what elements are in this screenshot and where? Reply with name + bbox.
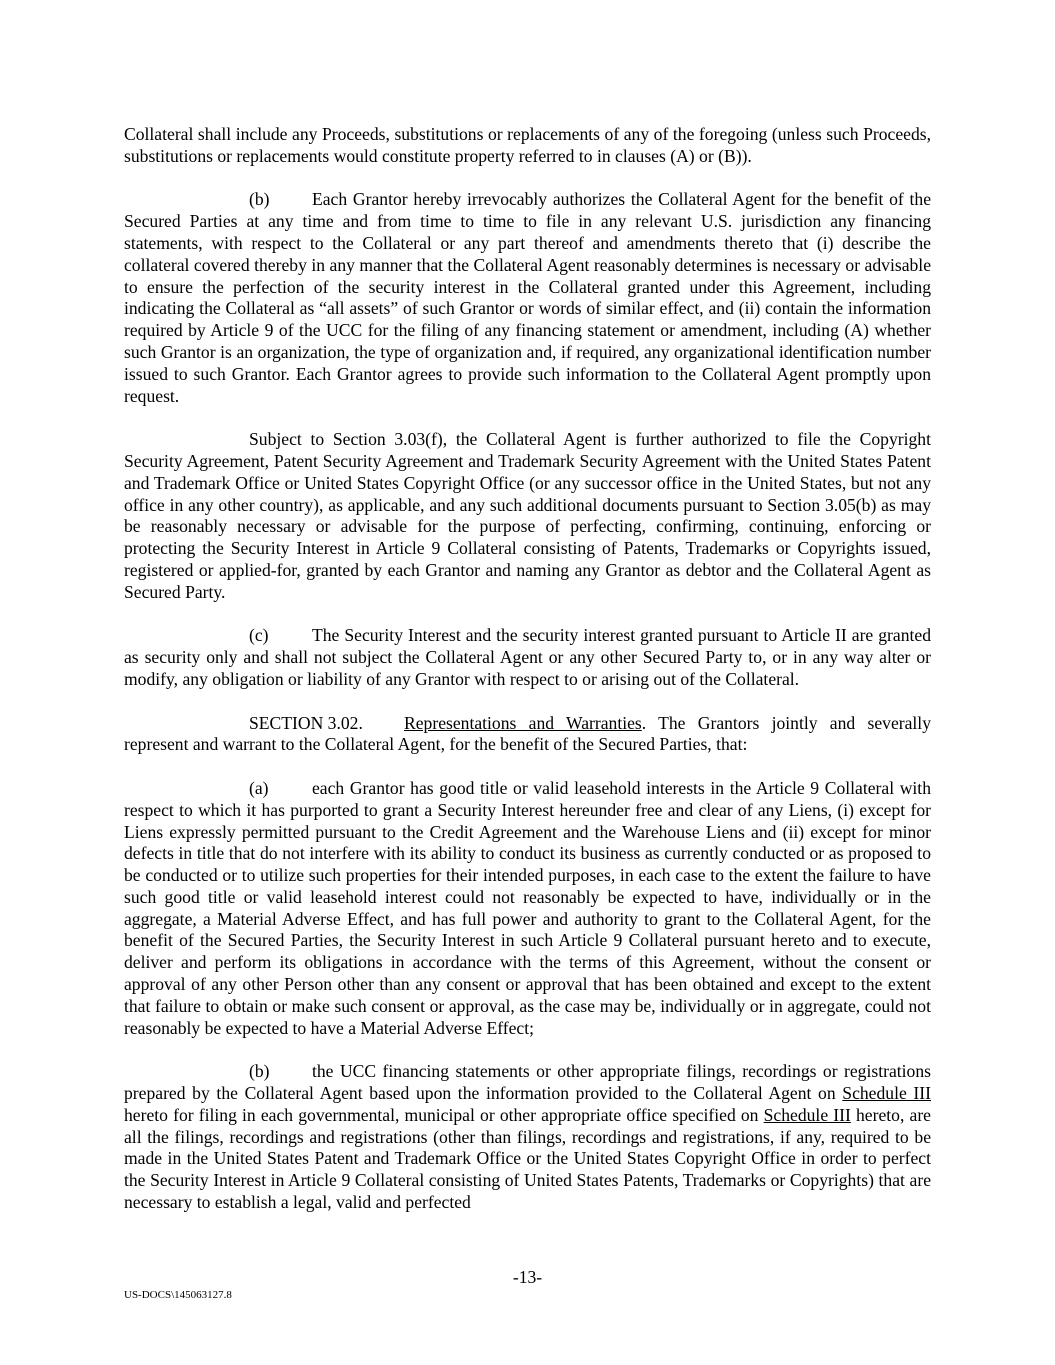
schedule-reference: Schedule III — [763, 1104, 851, 1125]
schedule-reference: Schedule III — [842, 1083, 931, 1104]
page-number: -13- — [512, 1267, 543, 1287]
document-body — [124, 124, 931, 1236]
clause-label: (a) — [249, 777, 269, 798]
section-number: SECTION 3.02. — [249, 712, 363, 733]
document-id: US-DOCS\145063127.8 — [124, 1289, 232, 1301]
paragraph-collateral-proceeds: Collateral shall include any Proceeds, substitutions or replacements of any of the foregoing (unless such Proceeds, substitutions or replacements would constitute property referred to in clauses (A) or (B)). — [124, 124, 931, 166]
section-3-02-heading: SECTION 3.02. Representations and Warranties. The Grantors jointly and severally represent and warrant to the Collateral Agent, for the benefit of the Secured Parties, that: — [124, 712, 931, 755]
clause-label: (b) — [249, 189, 270, 210]
section-title: Representations and Warranties — [404, 712, 642, 733]
clause-label: (b) — [249, 1061, 270, 1082]
paragraph-subject-to-section: Subject to Section 3.03(f), the Collateral Agent is further authorized to file the Copyright Security Agreement, Patent Security Agreement and Trademark Security Agreement with the United States Patent and Trademark Office or United States Copyright Office (or any successor office in the United States, but not any office in any other country), as applicable, and any such additional documents pursuant to Section 3.05(b) as may be reasonably necessary or advisable for the purpose of perfecting, confirming, continuing, enforcing or protecting the Security Interest in Article 9 Collateral consisting of Patents, Trademarks or Copyrights issued, registered or applied-for, granted by each Grantor and naming any Grantor as debtor and the Collateral Agent as Secured Party. — [124, 429, 931, 602]
paragraph-3-01-c: (c) The Security Interest and the security interest granted pursuant to Article II are granted as security only and shall not subject the Collateral Agent or any other Secured Party to, or in any way alter or modify, any obligation or liability of any Grantor with respect to or arising out of the Collateral. — [124, 625, 931, 689]
paragraph-3-02-b: (b) the UCC financing statements or other appropriate filings, recordings or registrations prepared by the Collateral Agent based upon the information provided to the Collateral Agent on Schedule III hereto for filing in each governmental, municipal or other appropriate office specified on Schedule III hereto, are all the filings, recordings and registrations (other than filings, recordings and registrations, if any, required to be made in the United States Patent and Trademark Office or the United States Copyright Office in order to perfect the Security Interest in Article 9 Collateral consisting of United States Patents, Trademarks or Copyrights) that are necessary to establish a legal, valid and perfected — [124, 1061, 931, 1213]
clause-label: (c) — [249, 625, 269, 646]
paragraph-3-02-a: (a) each Grantor has good title or valid leasehold interests in the Article 9 Collateral with respect to which it has purported to grant a Security Interest hereunder free and clear of any Liens, (i) except for Liens expressly permitted pursuant to the Credit Agreement and the Warehouse Liens and (ii) except for minor defects in title that do not interfere with its ability to conduct its business as currently conducted or as proposed to be conducted or to utilize such properties for their intended purposes, in each case to the extent the failure to have such good title or valid leasehold interest could not reasonably be expected to have, individually or in the aggregate, a Material Adverse Effect, and has full power and authority to grant to the Collateral Agent, for the benefit of the Secured Parties, the Security Interest in such Article 9 Collateral pursuant hereto and to execute, deliver and perform its obligations in accordance with the terms of this Agreement, without the consent or approval of any other Person other than any consent or approval that has been obtained and except to the extent that failure to obtain or make such consent or approval, as the case may be, individually or in aggregate, could not reasonably be expected to have a Material Adverse Effect; — [124, 777, 931, 1038]
paragraph-3-01-b: (b) Each Grantor hereby irrevocably authorizes the Collateral Agent for the benefit of the Secured Parties at any time and from time to time to file in any relevant U.S. jurisdiction any financing statements, with respect to the Collateral or any part thereof and amendments thereto that (i) describe the collateral covered thereby in any manner that the Collateral Agent reasonably determines is necessary or advisable to ensure the perfection of the security interest in the Collateral granted under this Agreement, including indicating the Collateral as “all assets” of such Grantor or words of similar effect, and (ii) contain the information required by Article 9 of the UCC for the filing of any financing statement or amendment, including (A) whether such Grantor is an organization, the type of organization and, if required, any organizational identification number issued to such Grantor. Each Grantor agrees to provide such information to the Collateral Agent promptly upon request. — [124, 189, 931, 406]
